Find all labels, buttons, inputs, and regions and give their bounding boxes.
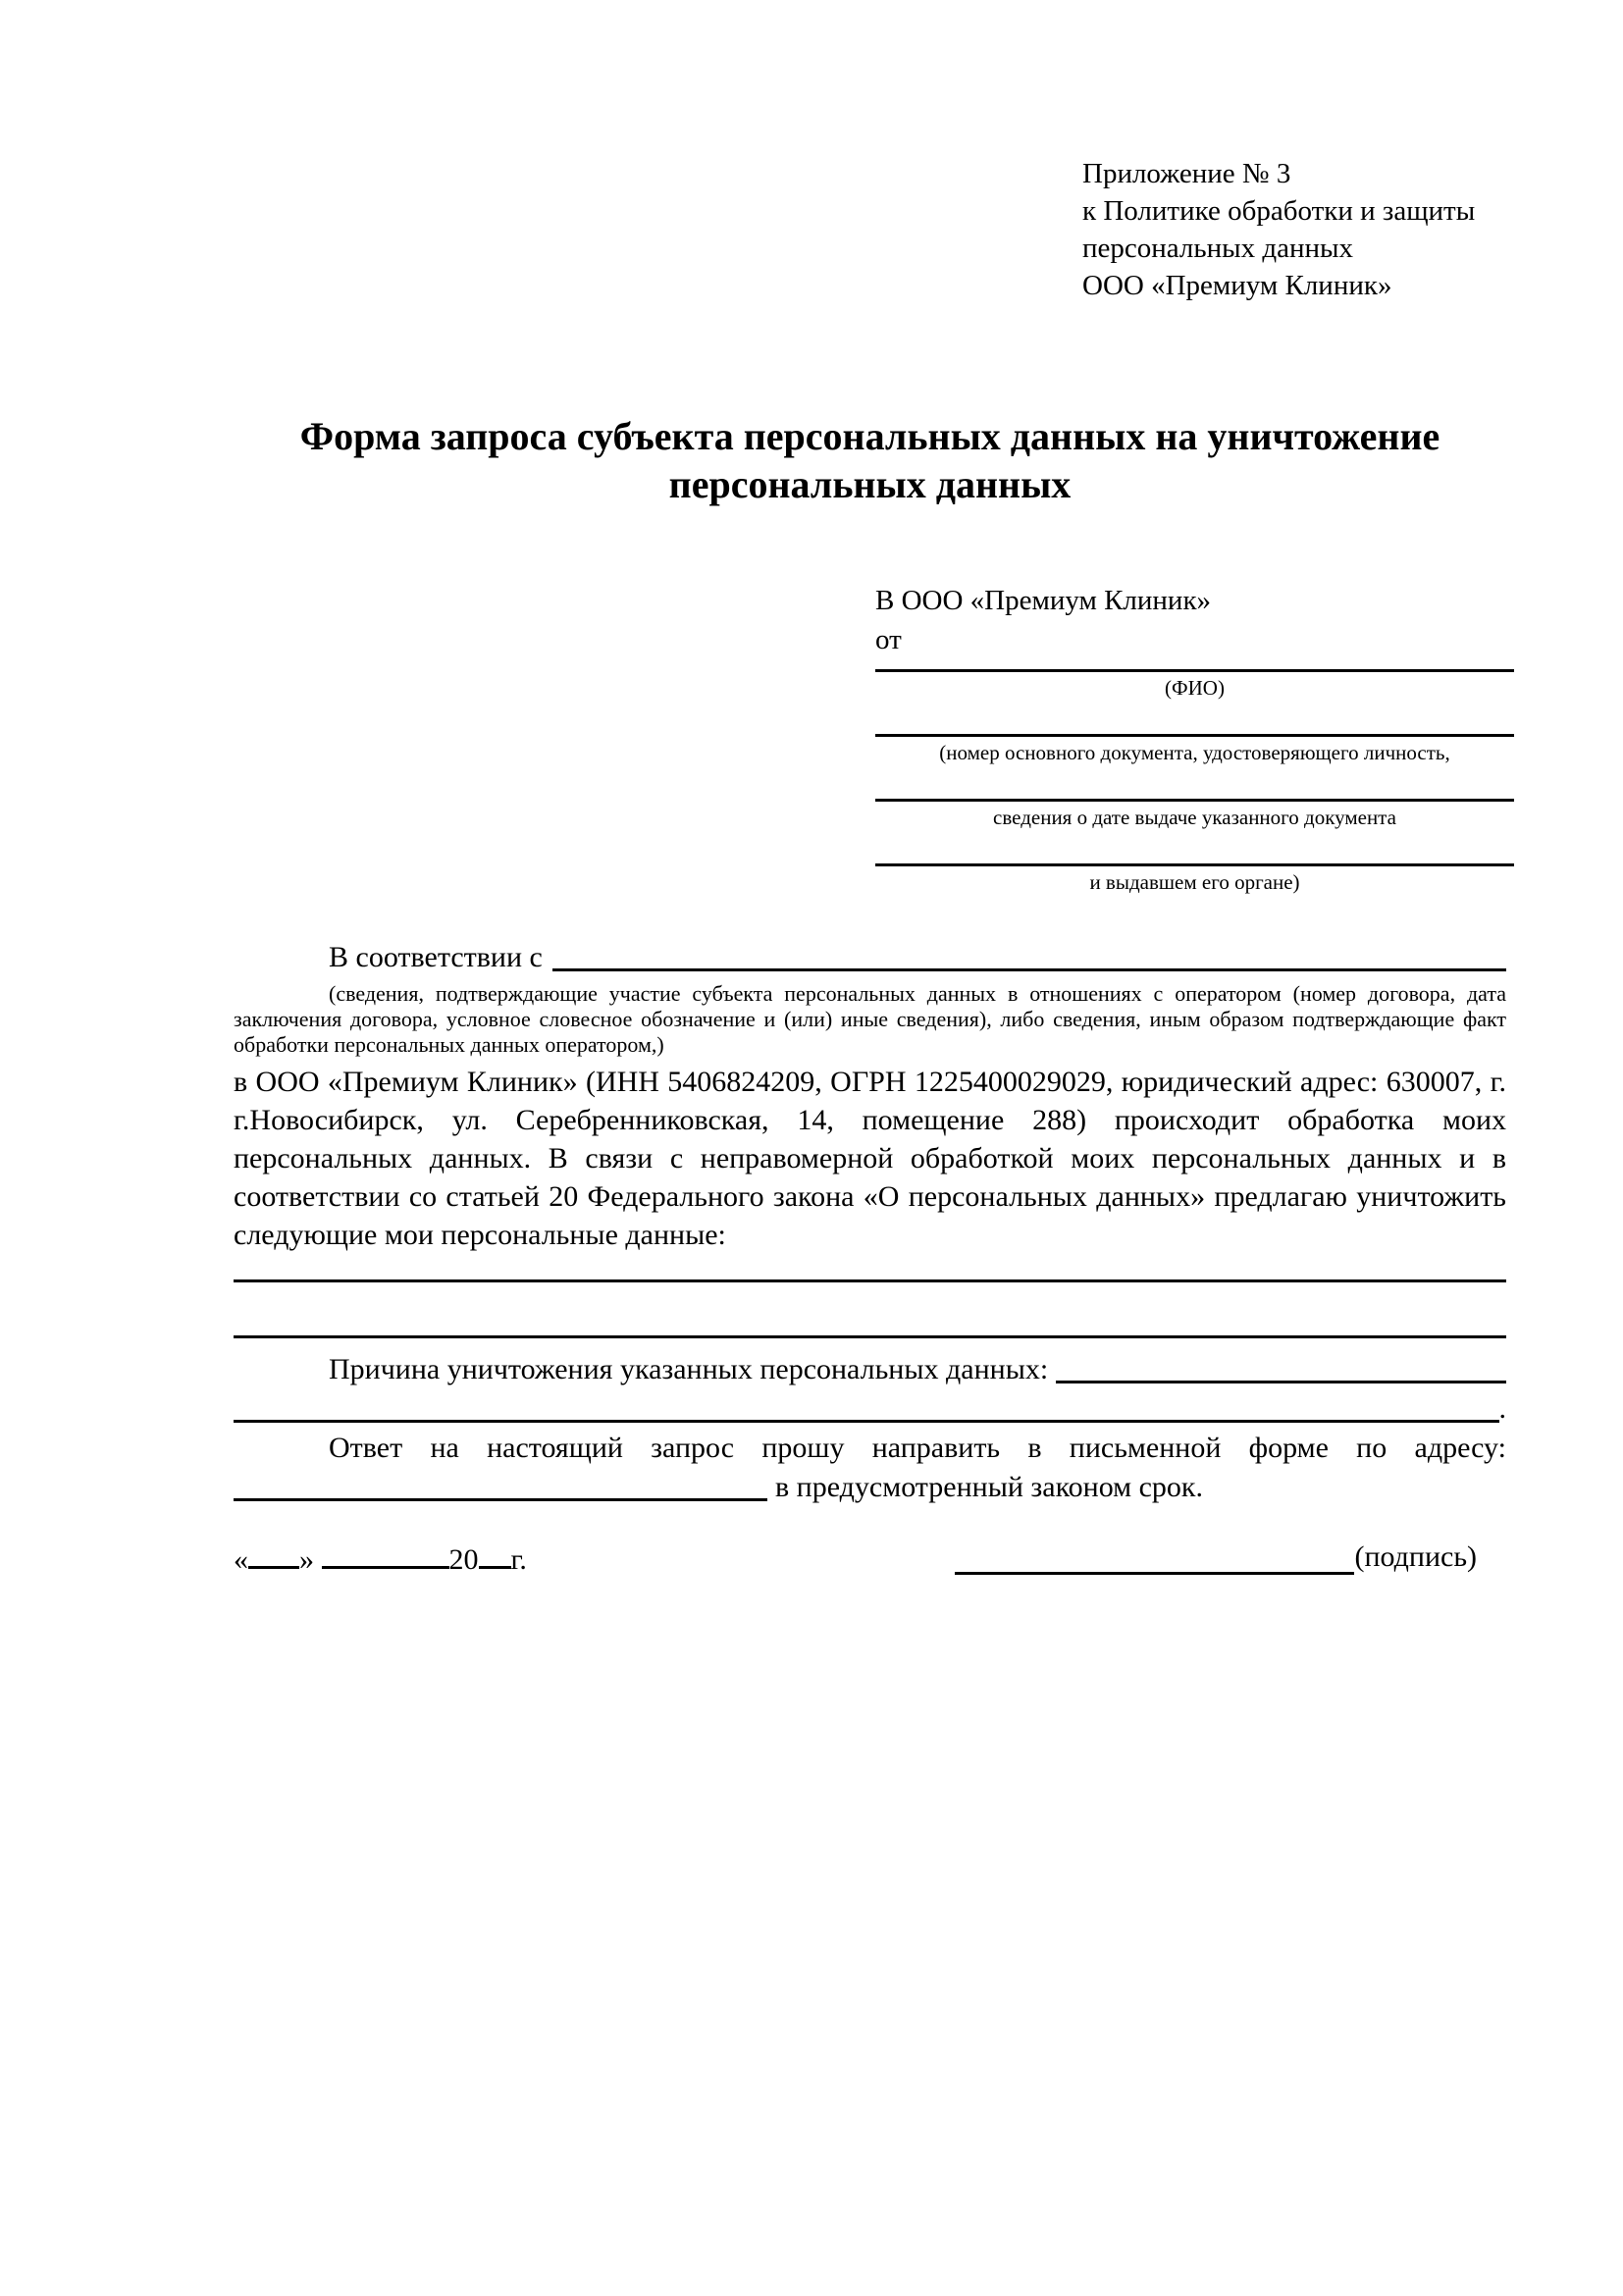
issue-date-blank-line [875, 765, 1514, 802]
issuer-field [875, 830, 1514, 895]
issuer-blank-line [875, 830, 1514, 866]
accordance-note: (сведения, подтверждающие участие субъекта персональных данных в отношениях с оператором (номер договора, дата заключения договора, условное словесное обозначение и (или) иные сведения), либо сведения, иным образом подтверждающие факт обработки персональных данных оператором,) [234, 981, 1506, 1057]
reason-continuation-row [234, 1389, 1506, 1429]
annex-block [1082, 155, 1506, 304]
address-blank-line [234, 1468, 767, 1501]
fio-blank-line [875, 659, 1514, 672]
footer-row [234, 1537, 1506, 1581]
date-field [234, 1537, 527, 1581]
doc-number-field [875, 701, 1514, 765]
annex-line: ООО «Премиум Клиник» [1082, 270, 1392, 301]
accordance-label: В соответствии с [329, 941, 543, 973]
date-year-blank-line [479, 1537, 511, 1569]
signature-caption: (подпись) [1354, 1540, 1477, 1573]
reason-blank-line [1056, 1350, 1506, 1383]
reason-row [234, 1350, 1506, 1389]
address-row [234, 1468, 1506, 1507]
doc-number-caption: (номер основного документа, удостоверяющего личность, [939, 741, 1450, 764]
data-blank-line-2 [234, 1335, 1506, 1338]
date-quote-open: « [234, 1543, 248, 1576]
accordance-row [234, 938, 1506, 977]
data-blank-line-1 [234, 1279, 1506, 1282]
issuer-caption: и выдавшем его органе) [1089, 870, 1300, 894]
date-month-blank-line [322, 1537, 449, 1569]
addressee-block [875, 581, 1514, 895]
annex-line: к Политике обработки и защиты [1082, 195, 1476, 227]
page-title [234, 412, 1506, 508]
issue-date-field [875, 765, 1514, 830]
annex-line: персональных данных [1082, 233, 1354, 264]
fio-caption: (ФИО) [1165, 676, 1225, 700]
reason-continuation-blank-line [234, 1389, 1499, 1423]
addressee-from-label: от [875, 624, 902, 655]
page-title-line: Форма запроса субъекта персональных данных на уничтожение [299, 414, 1440, 458]
main-paragraph: в ООО «Премиум Клиник» (ИНН 5406824209, ОГРН 1225400029029, юридический адрес: 630007, г. г.Новосибирск, ул. Серебренниковская, 14, помещение 288) происходит обработка моих персональных данных. В связи с неправомерной обработкой моих персональных данных и в соответствии со статьей 20 Федерального закона «О персональных данных» предлагаю уничтожить следующие мои персональные данные: [234, 1066, 1506, 1251]
annex-line: Приложение № 3 [1082, 158, 1291, 189]
page-title-line: персональных данных [668, 462, 1072, 506]
accordance-blank-line [552, 938, 1506, 971]
fio-field [875, 659, 1514, 701]
reason-label: Причина уничтожения указанных персональных данных: [329, 1353, 1049, 1385]
signature-field [955, 1537, 1477, 1581]
addressee-to: В ООО «Премиум Клиник» [875, 585, 1212, 616]
signature-blank-line [955, 1537, 1354, 1575]
issue-date-caption: сведения о дате выдаче указанного документа [993, 806, 1396, 829]
answer-sentence: Ответ на настоящий запрос прошу направить в письменной форме по адресу: [329, 1432, 1506, 1464]
date-year-suffix: г. [510, 1543, 527, 1576]
date-quote-close: » [299, 1543, 314, 1576]
date-day-blank-line [248, 1537, 299, 1569]
doc-number-blank-line [875, 701, 1514, 737]
answer-tail: в предусмотренный законом срок. [775, 1471, 1203, 1503]
reason-period: . [1498, 1392, 1506, 1425]
date-year-prefix: 20 [448, 1543, 479, 1576]
